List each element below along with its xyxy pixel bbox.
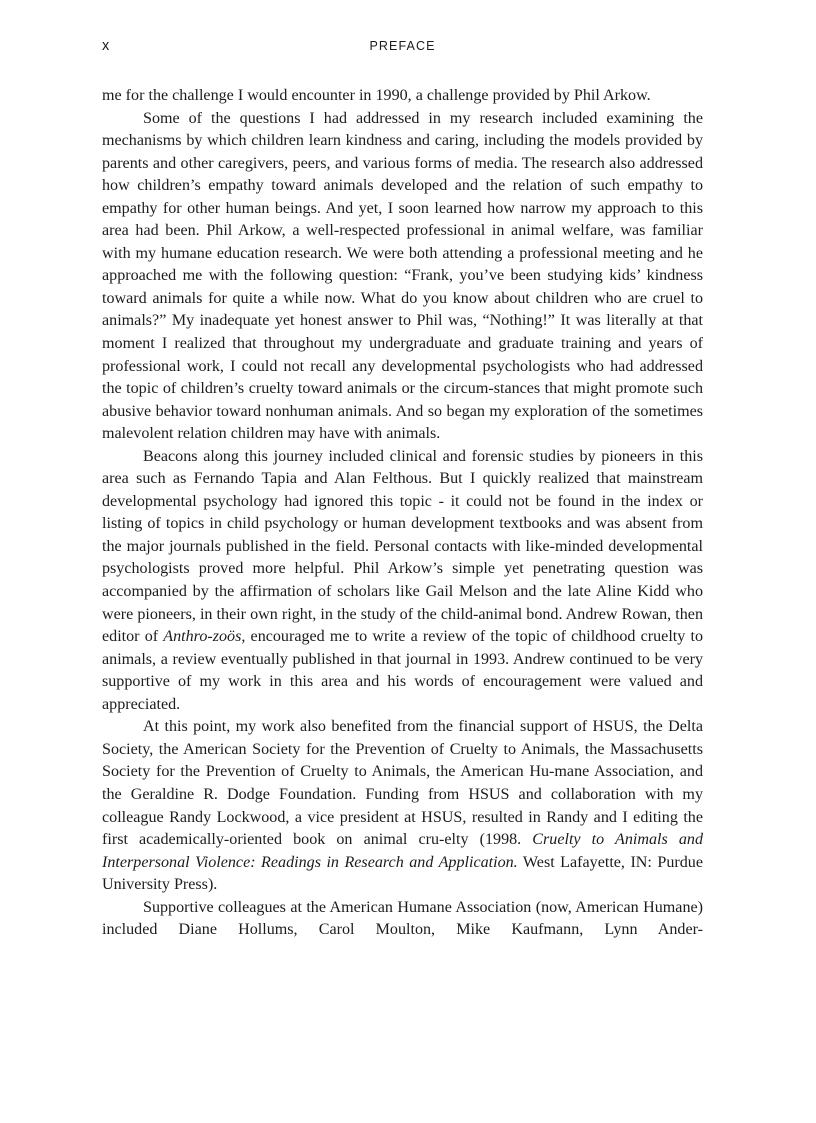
- paragraph: me for the challenge I would encounter in 1990, a challenge provided by Phil Arkow.: [102, 87, 651, 104]
- paragraph: At this point, my work also benefited from the financial support of HSUS, the Delta Society, the American Society for the Prevention of Cruelty to Animals, the Massachusetts Society for the Prevention of Cruelty to Animals, the American Hu-mane Association, and the Geraldine R. Dodge Foundation. Funding from HSUS and collaboration with my colleague Randy Lockwood, a vice president at HSUS, resulted in Randy and I editing the first academically-oriented book on animal cru-elty (1998. Cruelty to Animals and Interpersonal Violence: Readings in Research and Application. West Lafayette, IN: Purdue University Press).: [102, 718, 703, 894]
- journal-title: Anthro-zoös,: [163, 628, 246, 646]
- book-title: Cruelty to Animals and Interpersonal Violence: Readings in Research and Application.: [102, 831, 703, 871]
- paragraph: Supportive colleagues at the American Humane Association (now, American Humane) included Diane Hollums, Carol Moulton, Mike Kaufmann, Lynn Ander-: [102, 898, 703, 939]
- page-header: [102, 38, 703, 58]
- paragraph: Beacons along this journey included clinical and forensic studies by pioneers in this area such as Fernando Tapia and Alan Felthous. But I quickly realized that mainstream developmental psychology had ignored this topic - it could not be found in the index or listing of topics in child psychology or human development textbooks and was absent from the major journals published in the field. Personal contacts with like-minded developmental psychologists proved more helpful. Phil Arkow’s simple yet penetrating question was accompanied by the affirmation of scholars like Gail Melson and the late Aline Kidd who were pioneers, in their own right, in the study of the child-animal bond. Andrew Rowan, then editor of Anthro-zoös, encouraged me to write a review of the topic of childhood cruelty to animals, a review eventually published in that journal in 1993. Andrew continued to be very supportive of my work in this area and his words of encouragement were valued and appreciated.: [102, 447, 703, 713]
- page-number: x: [102, 38, 110, 54]
- running-head: PREFACE: [369, 39, 436, 53]
- paragraph: Some of the questions I had addressed in my research included examining the mechanisms by which children learn kindness and caring, including the models provided by parents and other caregivers, peers, and various forms of media. The research also addressed how children’s empathy toward animals developed and the relation of such empathy to empathy for other human beings. And yet, I soon learned how narrow my approach to this area had been. Phil Arkow, a well-respected professional in animal welfare, was familiar with my humane education research. We were both attending a professional meeting and he approached me with the following question: “Frank, you’ve been studying kids’ kindness toward animals for quite a while now. What do you know about children who are cruel to animals?” My inadequate yet honest answer to Phil was, “Nothing!” It was literally at that moment I realized that throughout my undergraduate and graduate training and years of professional work, I could not recall any developmental psychologists who had addressed the topic of children’s cruelty toward animals or the circum-stances that might promote such abusive behavior toward nonhuman animals. And so began my exploration of the sometimes malevolent relation children may have with animals.: [102, 109, 703, 443]
- body-text: [102, 85, 703, 942]
